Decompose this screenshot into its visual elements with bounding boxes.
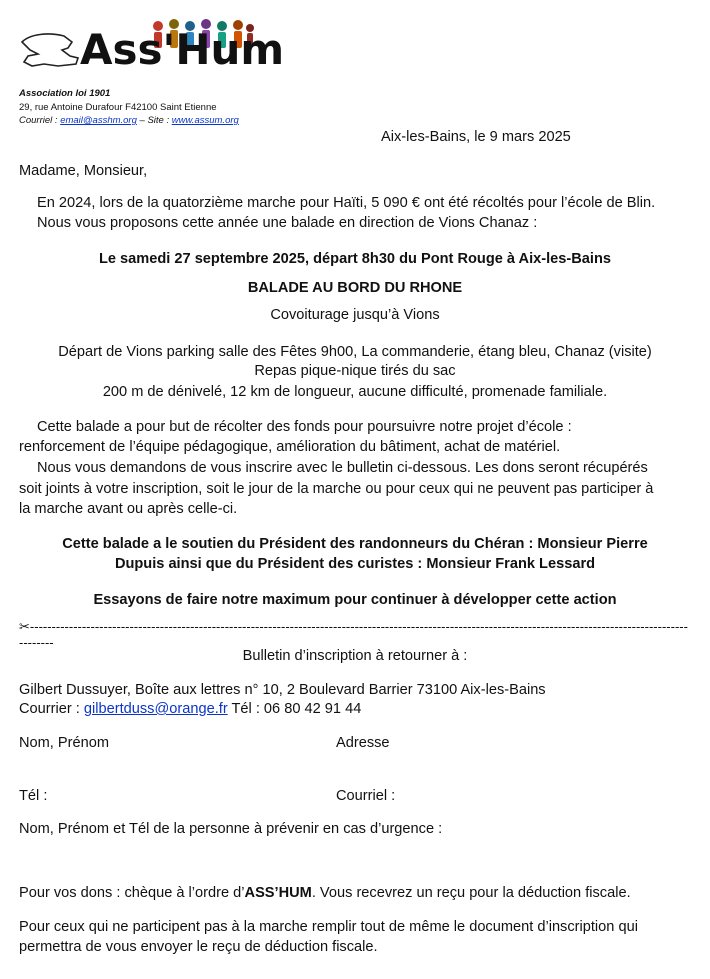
purpose-line-4: soit joints à votre inscription, soit le jour de la marche ou pour ceux qui ne peuvent pas participer à: [19, 481, 654, 497]
intro-line-2: Nous vous proposons cette année une balade en direction de Vions Chanaz :: [37, 215, 538, 231]
event-detail-route: Départ de Vions parking salle des Fêtes 9h00, La commanderie, étang bleu, Chanaz (visite): [58, 344, 652, 360]
dashed-line: ----------------------------------------------------------------------------------------------------------------------------------------------------------------: [19, 619, 688, 650]
asshum-logo: [18, 12, 285, 78]
map-outline: [22, 34, 78, 66]
field-email-label: Courriel :: [336, 788, 396, 804]
association-contact: [19, 115, 239, 127]
email-label: Courriel :: [19, 115, 58, 126]
note-line-1: Pour ceux qui ne participent pas à la marche remplir tout de même le document d’inscription qui: [19, 919, 638, 935]
note-line-2: permettra de vous envoyer le reçu de déduction fiscale.: [19, 939, 378, 955]
association-email-link[interactable]: email@asshm.org: [60, 115, 137, 126]
bulletin-address: Gilbert Dussuyer, Boîte aux lettres n° 10, 2 Boulevard Barrier 73100 Aix-les-Bains: [19, 682, 546, 698]
haiti-map-logo-graphic: [18, 12, 285, 78]
salutation: Madame, Monsieur,: [19, 163, 148, 179]
site-label: Site :: [147, 115, 170, 126]
dons-org: ASS’HUM: [244, 885, 312, 901]
contact-separator: –: [136, 115, 148, 126]
purpose-line-3: Nous vous demandons de vous inscrire avec le bulletin ci-dessous. Les dons seront récupérés: [37, 460, 648, 476]
association-address: 29, rue Antoine Durafour F42100 Saint Etienne: [19, 102, 217, 113]
purpose-line-1: Cette balade a pour but de récolter des fonds pour poursuivre notre projet d’école :: [37, 419, 572, 435]
purpose-line-2: renforcement de l’équipe pédagogique, amélioration du bâtiment, achat de matériel.: [19, 439, 561, 455]
support-line-1: Cette balade a le soutien du Président des randonneurs du Chéran : Monsieur Pierre: [62, 536, 648, 552]
bulletin-contact: [19, 699, 361, 719]
dons-pre: Pour vos dons : chèque à l’ordre d’: [19, 885, 245, 901]
event-date-line: Le samedi 27 septembre 2025, départ 8h30 du Pont Rouge à Aix-les-Bains: [98, 251, 612, 267]
date-line: Aix-les-Bains, le 9 mars 2025: [381, 129, 571, 145]
field-emergency-label: Nom, Prénom et Tél de la personne à prévenir en cas d’urgence :: [19, 821, 443, 837]
field-name-label: Nom, Prénom: [19, 735, 110, 751]
event-carpool: Covoiturage jusqu’à Vions: [270, 307, 440, 323]
dons-line: [19, 883, 631, 903]
bulletin-email-label: Courrier :: [19, 701, 80, 717]
bulletin-email-link[interactable]: gilbertduss@orange.fr: [83, 701, 228, 717]
intro-line-1: En 2024, lors de la quatorzième marche pour Haïti, 5 090 € ont été récoltés pour l’école de Blin.: [37, 195, 656, 211]
bulletin-title: Bulletin d’inscription à retourner à :: [242, 648, 468, 664]
logo-wordmark: Ass'Hum: [80, 25, 285, 74]
event-detail-meal: Repas pique-nique tirés du sac: [254, 363, 456, 379]
field-address-label: Adresse: [336, 735, 390, 751]
cut-line: [19, 619, 689, 650]
support-line-2: Dupuis ainsi que du Président des curistes : Monsieur Frank Lessard: [114, 556, 596, 572]
bulletin-tel: Tél : 06 80 42 91 44: [231, 701, 362, 717]
dons-post: . Vous recevrez un reçu pour la déduction fiscale.: [311, 885, 631, 901]
association-site-link[interactable]: www.assum.org: [171, 115, 239, 126]
field-tel-label: Tél :: [19, 788, 48, 804]
event-title: BALADE AU BORD DU RHONE: [247, 280, 463, 296]
purpose-line-5: la marche avant ou après celle-ci.: [19, 501, 238, 517]
event-detail-difficulty: 200 m de dénivelé, 12 km de longueur, aucune difficulté, promenade familiale.: [102, 384, 608, 400]
scissors-icon: ✂: [19, 619, 30, 634]
association-type: Association loi 1901: [19, 88, 111, 99]
support-closing: Essayons de faire notre maximum pour continuer à développer cette action: [93, 592, 617, 608]
